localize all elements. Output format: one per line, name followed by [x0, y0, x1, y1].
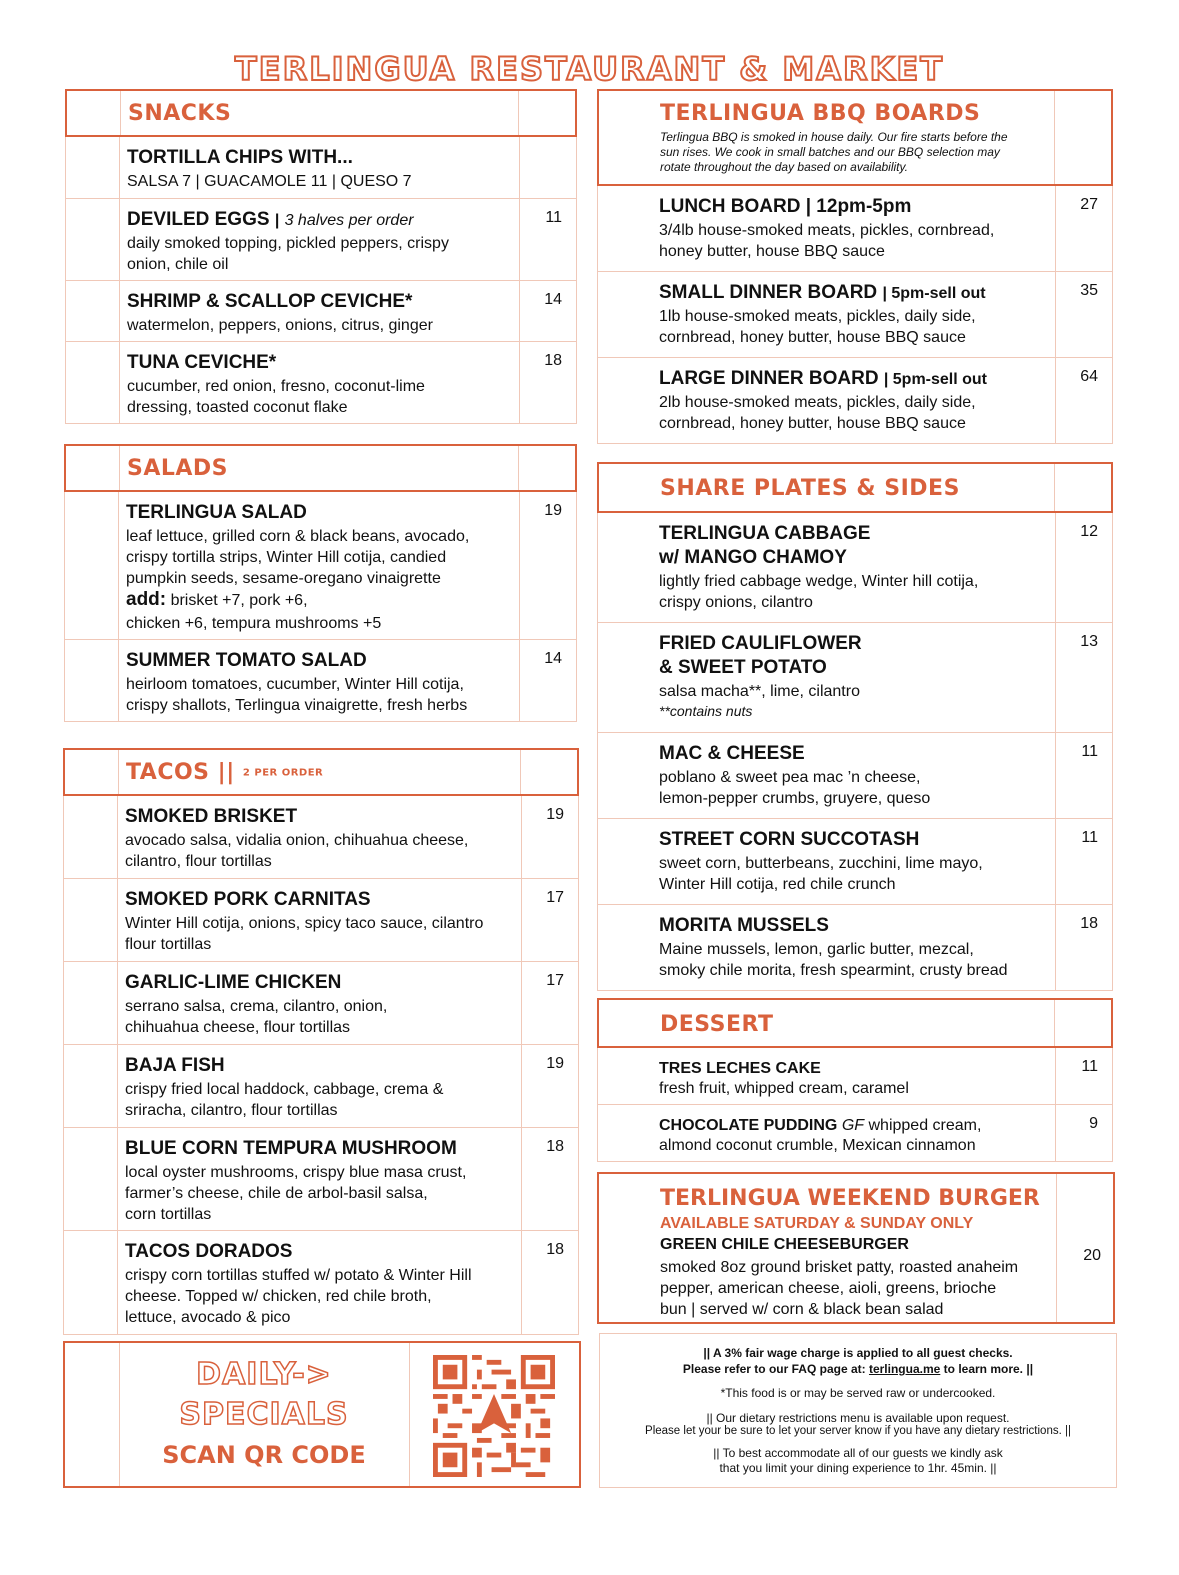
item-name: SMALL DINNER BOARD — [659, 282, 878, 303]
item-desc: cheese. Topped w/ chicken, red chile broth, — [125, 1288, 432, 1305]
item-price: 27 — [1080, 196, 1098, 213]
item-name: w/ MANGO CHAMOY — [659, 547, 847, 568]
item-tag: GF — [841, 1117, 865, 1134]
menu-item — [66, 137, 576, 199]
time-limit-note: || To best accommodate all of our guests we kindly ask — [713, 1446, 1003, 1460]
menu-item — [65, 492, 576, 640]
raw-food-note: *This food is or may be served raw or undercooked. — [720, 1386, 996, 1400]
item-price: 18 — [546, 1138, 564, 1155]
share-plates-header — [597, 462, 1113, 513]
page-title: TERLINGUA RESTAURANT & MARKET — [234, 50, 945, 88]
menu-item — [65, 640, 576, 722]
item-price: 17 — [546, 972, 564, 989]
item-desc: 3/4lb house-smoked meats, pickles, cornbread, — [659, 222, 995, 239]
item-desc: watermelon, peppers, onions, citrus, ginger — [127, 317, 433, 334]
add-label: add: — [126, 589, 167, 610]
item-price: 14 — [544, 291, 562, 308]
section-title: SHARE PLATES & SIDES — [660, 476, 960, 501]
item-subtitle: | 5pm-sell out — [882, 285, 986, 302]
faq-note: Please refer to our FAQ page at: — [682, 1362, 869, 1376]
item-desc: Maine mussels, lemon, garlic butter, mezcal, — [659, 941, 974, 958]
faq-link[interactable]: terlingua.me — [868, 1362, 941, 1376]
bbq-section — [597, 89, 1113, 444]
menu-item — [598, 819, 1112, 905]
item-desc: smoky chile morita, fresh spearmint, crusty bread — [659, 962, 1008, 979]
section-title: TERLINGUA BBQ BOARDS — [660, 101, 981, 126]
menu-item — [598, 623, 1112, 733]
dietary-note: || Our dietary restrictions menu is available upon request. — [706, 1411, 1010, 1425]
menu-item — [598, 1105, 1112, 1162]
section-title: SNACKS — [128, 101, 232, 126]
item-name: & SWEET POTATO — [659, 657, 827, 678]
item-desc: fresh fruit, whipped cream, caramel — [659, 1080, 909, 1097]
item-price: 18 — [546, 1241, 564, 1258]
menu-item — [64, 1128, 578, 1231]
menu-item — [64, 796, 578, 879]
item-desc: sweet corn, butterbeans, zucchini, lime mayo, — [659, 855, 983, 872]
item-name: SMOKED PORK CARNITAS — [125, 889, 371, 910]
bbq-note: Terlingua BBQ is smoked in house daily. Our fire starts before the — [660, 130, 1008, 144]
menu-item — [64, 879, 578, 962]
item-desc: salsa macha**, lime, cilantro — [659, 683, 860, 700]
item-desc: smoked 8oz ground brisket patty, roasted anaheim — [660, 1259, 1019, 1276]
item-desc: crispy fried local haddock, cabbage, crema & — [125, 1081, 444, 1098]
item-desc: leaf lettuce, grilled corn & black beans, avocado, — [126, 528, 470, 545]
item-name: BAJA FISH — [125, 1055, 225, 1076]
item-desc: sriracha, cilantro, flour tortillas — [125, 1102, 338, 1119]
weekend-burger-box — [597, 1172, 1115, 1324]
item-desc: 2lb house-smoked meats, pickles, daily side, — [659, 394, 976, 411]
bbq-note: rotate throughout the day based on availability. — [660, 160, 908, 174]
section-title: SALADS — [127, 456, 229, 481]
item-name: BLUE CORN TEMPURA MUSHROOM — [125, 1138, 457, 1159]
salads-header — [64, 444, 577, 492]
item-name: STREET CORN SUCCOTASH — [659, 829, 920, 850]
item-name: MAC & CHEESE — [659, 743, 805, 764]
item-price: 19 — [544, 502, 562, 519]
item-price: 19 — [546, 806, 564, 823]
item-desc: brisket +7, pork +6, — [170, 592, 308, 609]
item-desc: crispy shallots, Terlingua vinaigrette, fresh herbs — [126, 697, 468, 714]
section-title: TACOS || — [126, 760, 235, 785]
item-name: CHOCOLATE PUDDING — [659, 1117, 838, 1134]
item-name: FRIED CAULIFLOWER — [659, 633, 862, 654]
snacks-header — [65, 89, 577, 137]
item-desc: SALSA 7 | GUACAMOLE 11 | QUESO 7 — [127, 173, 412, 190]
section-title: DESSERT — [660, 1012, 774, 1037]
item-price: 9 — [1089, 1115, 1098, 1132]
item-desc: corn tortillas — [125, 1206, 212, 1223]
item-desc: poblano & sweet pea mac ’n cheese, — [659, 769, 921, 786]
item-desc: crispy onions, cilantro — [659, 594, 813, 611]
tacos-header — [63, 748, 579, 796]
burger-title: TERLINGUA WEEKEND BURGER — [660, 1186, 1040, 1211]
item-name: GARLIC-LIME CHICKEN — [125, 972, 342, 993]
item-price: 20 — [1083, 1247, 1101, 1264]
item-desc: crispy corn tortillas stuffed w/ potato & Winter Hill — [125, 1267, 472, 1284]
menu-item — [598, 272, 1112, 358]
item-desc: Winter Hill cotija, onions, spicy taco sauce, cilantro — [125, 915, 484, 932]
tacos-section — [63, 748, 579, 1335]
item-desc: chihuahua cheese, flour tortillas — [125, 1019, 351, 1036]
item-name: LARGE DINNER BOARD — [659, 368, 879, 389]
item-price: 14 — [544, 650, 562, 667]
item-desc: chicken +6, tempura mushrooms +5 — [126, 615, 382, 632]
item-desc: cornbread, honey butter, house BBQ sauce — [659, 329, 966, 346]
menu-item — [598, 1048, 1112, 1105]
salads-section — [64, 444, 577, 722]
item-desc: heirloom tomatoes, cucumber, Winter Hill cotija, — [126, 676, 464, 693]
item-price: 11 — [1081, 829, 1098, 846]
item-desc: daily smoked topping, pickled peppers, crispy — [127, 235, 449, 252]
dessert-section — [597, 998, 1113, 1162]
item-note: **contains nuts — [659, 703, 753, 719]
item-price: 64 — [1080, 368, 1098, 385]
item-desc: cucumber, red onion, fresno, coconut-lime — [127, 378, 425, 395]
item-desc: 1lb house-smoked meats, pickles, daily side, — [659, 308, 976, 325]
item-desc: honey butter, house BBQ sauce — [659, 243, 885, 260]
item-desc: almond coconut crumble, Mexican cinnamon — [659, 1137, 976, 1154]
item-price: 12 — [1080, 523, 1098, 540]
item-desc: lightly fried cabbage wedge, Winter hill cotija, — [659, 573, 979, 590]
item-desc: serrano salsa, crema, cilantro, onion, — [125, 998, 388, 1015]
time-limit-note: that you limit your dining experience to 1hr. 45min. || — [719, 1461, 997, 1475]
menu-item: DEVILED EGGS | 3 halves per order daily smoked topping, pickled peppers, crispy onion, chile oil 11 — [66, 199, 576, 281]
item-desc: dressing, toasted coconut flake — [127, 399, 348, 416]
item-subtitle: 3 halves per order — [284, 212, 414, 229]
item-desc: farmer’s cheese, chile de arbol-basil salsa, — [125, 1185, 428, 1202]
item-price: 19 — [546, 1055, 564, 1072]
bbq-note: sun rises. We cook in small batches and our BBQ selection may — [660, 145, 1000, 159]
item-price: 35 — [1080, 282, 1098, 299]
item-price: 11 — [1081, 1058, 1098, 1075]
item-name: MORITA MUSSELS — [659, 915, 829, 936]
item-desc: crispy tortilla strips, Winter Hill cotija, candied — [126, 549, 447, 566]
item-desc: bun | served w/ corn & black bean salad — [660, 1301, 944, 1318]
item-desc: lemon-pepper crumbs, gruyere, queso — [659, 790, 931, 807]
dessert-header — [597, 998, 1113, 1048]
dietary-note: Please let your be sure to let your server know if you have any dietary restrictions. || — [645, 1425, 1071, 1437]
item-desc: onion, chile oil — [127, 256, 229, 273]
item-desc: flour tortillas — [125, 936, 212, 953]
item-price: 13 — [1080, 633, 1098, 650]
item-name: GREEN CHILE CHEESEBURGER — [660, 1236, 909, 1253]
menu-item — [598, 905, 1112, 991]
faq-note-end: to learn more. || — [940, 1362, 1034, 1376]
item-name: SHRIMP & SCALLOP CEVICHE* — [127, 291, 413, 312]
burger-availability: AVAILABLE SATURDAY & SUNDAY ONLY — [660, 1215, 974, 1232]
item-name: LUNCH BOARD | 12pm-5pm — [659, 196, 912, 217]
item-desc: cilantro, flour tortillas — [125, 853, 272, 870]
menu-item — [598, 358, 1112, 444]
item-name: DEVILED EGGS — [127, 209, 270, 230]
item-subtitle: | 5pm-sell out — [883, 371, 987, 388]
item-desc: Winter Hill cotija, red chile crunch — [659, 876, 896, 893]
daily-label: DAILY-> — [196, 1357, 332, 1392]
item-name: SUMMER TOMATO SALAD — [126, 650, 367, 671]
item-name: TRES LECHES CAKE — [659, 1060, 821, 1077]
bbq-header — [597, 89, 1113, 186]
qr-code-icon[interactable] — [433, 1355, 555, 1477]
menu-item — [64, 1231, 578, 1335]
item-name: TORTILLA CHIPS WITH... — [127, 147, 353, 168]
menu-item — [66, 281, 576, 342]
snacks-section — [65, 89, 577, 424]
menu-item — [64, 962, 578, 1045]
section-subtitle: 2 PER ORDER — [242, 767, 324, 779]
item-desc: avocado salsa, vidalia onion, chihuahua cheese, — [125, 832, 469, 849]
share-plates-section — [597, 462, 1113, 991]
item-desc: local oyster mushrooms, crispy blue masa crust, — [125, 1164, 467, 1181]
item-price: 11 — [545, 209, 562, 226]
menu-item — [598, 513, 1112, 623]
menu-item — [66, 342, 576, 424]
wage-charge-note: || A 3% fair wage charge is applied to all guest checks. — [703, 1346, 1013, 1360]
item-desc: cornbread, honey butter, house BBQ sauce — [659, 415, 966, 432]
specials-label: SPECIALS — [179, 1397, 349, 1432]
item-price: 11 — [1081, 743, 1098, 760]
item-desc: pepper, american cheese, aioli, greens, brioche — [660, 1280, 997, 1297]
item-name: TUNA CEVICHE* — [127, 352, 277, 373]
menu-item — [64, 1045, 578, 1128]
scan-qr-label: SCAN QR CODE — [162, 1441, 366, 1469]
item-name: SMOKED BRISKET — [125, 806, 298, 827]
guest-info-box — [599, 1333, 1117, 1488]
item-price: 18 — [1080, 915, 1098, 932]
menu-item — [598, 733, 1112, 819]
item-price: 17 — [546, 889, 564, 906]
item-name: TACOS DORADOS — [125, 1241, 293, 1262]
item-price: 18 — [544, 352, 562, 369]
item-desc: whipped cream, — [868, 1117, 982, 1134]
item-desc: lettuce, avocado & pico — [125, 1309, 291, 1326]
item-desc: pumpkin seeds, sesame-oregano vinaigrette — [126, 570, 441, 587]
item-name: TERLINGUA CABBAGE — [659, 523, 871, 544]
item-name: TERLINGUA SALAD — [126, 502, 307, 523]
daily-specials-box — [63, 1341, 581, 1488]
menu-item — [598, 186, 1112, 272]
